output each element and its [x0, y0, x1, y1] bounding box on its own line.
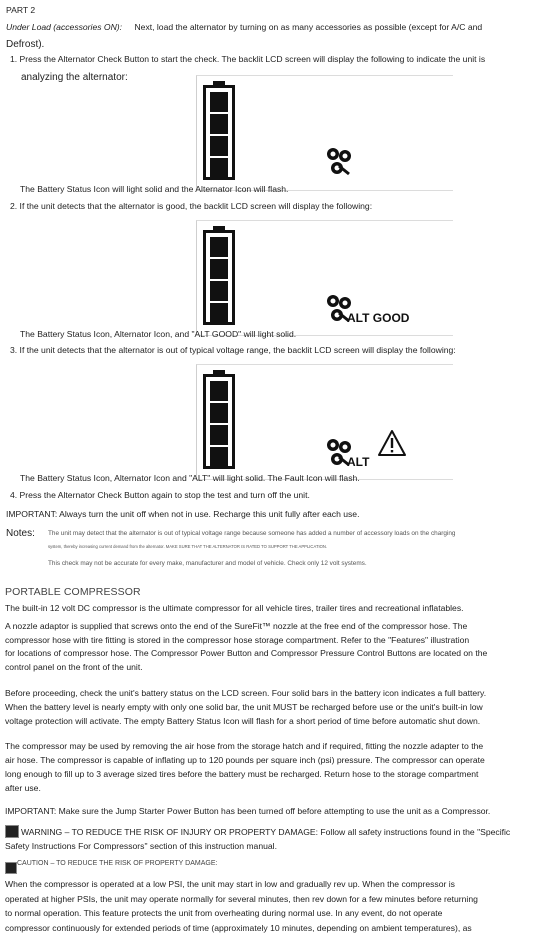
step-2-text: 2. If the unit detects that the alternator is good, the backlit LCD screen will display the following: — [10, 201, 373, 211]
step-1-text: 1. Press the Alternator Check Button to start the check. The backlit LCD screen will display the following to indicate the unit is — [10, 54, 486, 64]
battery-full-icon — [203, 226, 235, 325]
fault-warning-icon — [377, 429, 407, 457]
caution-heading: CAUTION – TO REDUCE THE RISK OF PROPERTY DAMAGE: — [5, 860, 217, 872]
underload-cont: Defrost). — [6, 39, 45, 50]
step-3-after: The Battery Status Icon, Alternator Icon and "ALT" will light solid. The Fault Icon will flash. — [20, 473, 360, 483]
lcd-screen-analyzing — [196, 75, 453, 191]
step-2-after: The Battery Status Icon, Alternator Icon, and "ALT GOOD" will light solid. — [20, 329, 297, 339]
important-note-2: IMPORTANT: Make sure the Jump Starter Power Button has been turned off before attempting to use the unit as a Compressor. — [5, 806, 491, 816]
step-1-after: The Battery Status Icon will light solid and the Alternator Icon will flash. — [20, 184, 289, 194]
battery-full-icon — [203, 370, 235, 469]
lcd-screen-alt-good — [196, 220, 453, 336]
lcd-alt-good-text: ALT GOOD — [347, 311, 410, 325]
compressor-paragraph-3: Before proceeding, check the unit's battery status on the LCD screen. Four solid bars in the battery icon indicates a full battery. When the battery level is nearly empty with only one solid bar, the unit MUST be recharged before use or the unit's built-in low voltage protection will activate. The empty Battery Status Icon will flash for a short period of time before automatic shut down. — [5, 688, 487, 726]
alternator-icon — [325, 146, 357, 178]
section-heading-compressor: PORTABLE COMPRESSOR — [5, 586, 141, 598]
notes-label: Notes: — [6, 528, 35, 539]
lcd-screen-alt-fault — [196, 364, 453, 480]
compressor-paragraph-1: The built-in 12 volt DC compressor is the ultimate compressor for all vehicle tires, trailer tires and recreational inflatables. — [5, 603, 464, 613]
underload-label: Under Load (accessories ON): — [6, 22, 123, 32]
important-note-1: IMPORTANT: Always turn the unit off when not in use. Recharge this unit fully after each use. — [6, 509, 360, 519]
notes-line-3: This check may not be accurate for every make, manufacturer and model of vehicle. Check only 12 volt systems. — [48, 560, 367, 567]
compressor-paragraph-2: A nozzle adaptor is supplied that screws onto the end of the SureFit™ nozzle at the free end of the compressor hose. The compressor hose with tire fitting is stored in the compressor hose storage compartment. Refer to the "Features" illustration for locations of compressor hose. The Compressor Power Button and Compressor Pressure Control Buttons are located on the control panel on the front of the unit. — [5, 621, 488, 672]
caution-paragraph: When the compressor is operated at a low PSI, the unit may start in low and gradually rev up. When the compressor is operated at higher PSIs, the unit may operate normally for several minutes, then rev down for a few minutes before returning to normal operation. This feature protects the unit from overheating during normal use. In any event, do not operate compressor continuously for extended periods of time (approximately 10 minutes, depending on ambient temperatures), as — [5, 879, 478, 933]
step-1-cont: analyzing the alternator: — [21, 72, 128, 83]
step-3-text: 3. If the unit detects that the alternator is out of typical voltage range, the backlit LCD screen will display the following: — [10, 345, 456, 355]
part-label: PART 2 — [6, 5, 36, 15]
warning-block: WARNING – TO REDUCE THE RISK OF INJURY OR PROPERTY DAMAGE: Follow all safety instructions found in the "Specific Safety Instructions For Compressors" section of this instruction manual. — [5, 827, 511, 852]
underload-text: Next, load the alternator by turning on as many accessories as possible (except for A/C and — [134, 22, 483, 32]
step-4-text: 4. Press the Alternator Check Button again to stop the test and turn off the unit. — [10, 490, 310, 500]
compressor-paragraph-4: The compressor may be used by removing the air hose from the storage hatch and if required, fitting the nozzle adapter to the air hose. The compressor is capable of inflating up to 120 pounds per square inch (psi) pressure. The compressor can operate long enough to fill up to 3 average sized tires before the battery must be recharged. Return hose to the storage compartment after use. — [5, 741, 485, 793]
notes-line-1: The unit may detect that the alternator is out of typical voltage range because someone has added a number of accessory loads on the charging — [48, 530, 456, 537]
battery-full-icon — [203, 81, 235, 180]
underload-line — [6, 22, 482, 33]
notes-line-2: system, thereby increasing current demand from the alternator. MAKE SURE THAT THE ALTERNATOR IS RATED TO SUPPORT THE APPLICATION. — [48, 544, 328, 549]
lcd-alt-text: ALT — [347, 455, 370, 469]
warning-icon — [5, 825, 19, 838]
caution-icon — [5, 862, 17, 874]
